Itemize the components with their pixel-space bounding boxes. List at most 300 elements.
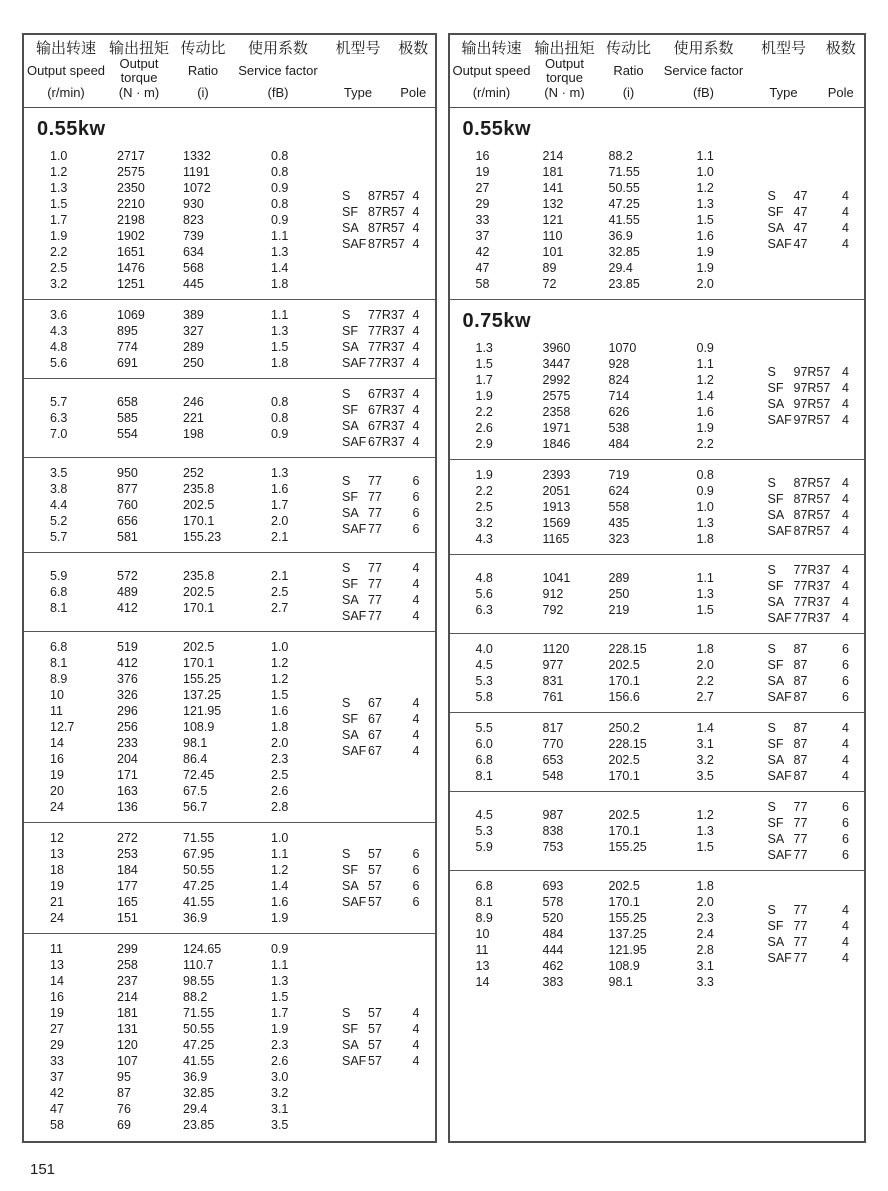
- page-number: 151: [30, 1161, 56, 1178]
- type-row: [768, 934, 850, 950]
- service-factor-cell: 2.4: [696, 927, 714, 941]
- pole-cell: 6: [412, 879, 420, 893]
- service-factor-cell: 2.5: [271, 585, 289, 599]
- output-torque-cell: 121: [542, 213, 564, 227]
- type-cell: [342, 1037, 382, 1053]
- output-torque-cell: 181: [117, 1006, 138, 1020]
- type-row: [768, 475, 850, 491]
- ratio-cell: 56.7: [183, 800, 208, 814]
- service-factor-cell: 1.9: [696, 421, 714, 435]
- type-model: 47: [793, 221, 808, 235]
- type-prefix: S: [342, 696, 351, 710]
- output-torque-cell: 1846: [542, 437, 571, 451]
- spec-block: [24, 378, 435, 457]
- ratio-cell: 228.15: [608, 737, 647, 751]
- output-torque-cell: 817: [542, 721, 564, 735]
- pole-cell: 4: [412, 1054, 420, 1068]
- ratio-cell: 289: [183, 340, 204, 354]
- type-row: [342, 521, 420, 537]
- output-torque-cell: 233: [117, 736, 138, 750]
- service-factor-cell: 1.6: [271, 704, 289, 718]
- type-cell: [342, 560, 382, 576]
- ratio-cell: 155.25: [183, 672, 222, 686]
- service-factor-cell: 3.2: [696, 753, 714, 767]
- output-torque-cell: 761: [542, 690, 564, 704]
- output-torque-cell: 101: [542, 245, 564, 259]
- output-torque-cell: 2393: [542, 468, 571, 482]
- type-row: [342, 339, 420, 355]
- output-torque-cell: 95: [117, 1070, 131, 1084]
- output-speed-cell: 58: [475, 277, 490, 291]
- pole-cell: 4: [842, 919, 849, 933]
- type-row: [768, 950, 850, 966]
- type-cell: [768, 934, 808, 950]
- output-torque-cell: 89: [542, 261, 557, 275]
- output-torque-cell: 572: [117, 569, 138, 583]
- output-speed-cell: 19: [475, 165, 490, 179]
- ratio-cell: 558: [608, 500, 630, 514]
- output-speed-cell: 12.7: [50, 720, 75, 734]
- ratio-cell: 170.1: [608, 895, 640, 909]
- ratio-cell: 823: [183, 213, 204, 227]
- type-row: [342, 489, 420, 505]
- type-prefix: S: [342, 474, 351, 488]
- type-prefix: S: [767, 189, 776, 203]
- ratio-cell: 155.23: [183, 530, 222, 544]
- ratio-cell: 250: [608, 587, 630, 601]
- ratio-cell: 435: [608, 516, 630, 530]
- type-columns: [320, 1005, 435, 1069]
- service-factor-cell: 1.6: [696, 229, 714, 243]
- type-cell: [342, 434, 405, 450]
- spec-block-body: [450, 799, 865, 863]
- type-cell: [342, 323, 405, 339]
- spec-block: [450, 299, 865, 459]
- pole-cell: 4: [842, 753, 849, 767]
- type-model: 87: [793, 721, 808, 735]
- output-torque-cell: 691: [117, 356, 138, 370]
- service-factor-cell: 2.2: [696, 437, 714, 451]
- type-columns: [746, 562, 865, 626]
- output-torque-cell: 519: [117, 640, 138, 654]
- type-cell: [768, 188, 808, 204]
- service-factor-cell: 2.3: [271, 752, 289, 766]
- type-prefix: SAF: [767, 951, 792, 965]
- service-factor-cell: 1.8: [271, 356, 289, 370]
- type-row: [342, 418, 420, 434]
- spec-block: [450, 870, 865, 997]
- ratio-cell: 202.5: [608, 808, 640, 822]
- output-speed-cell: 12: [50, 831, 64, 845]
- type-prefix: SF: [767, 381, 784, 395]
- output-speed-cell: 21: [50, 895, 64, 909]
- output-torque-cell: 1165: [542, 532, 570, 546]
- type-cell: [342, 1053, 382, 1069]
- pole-cell: 6: [842, 690, 849, 704]
- ratio-cell: 124.65: [183, 942, 222, 956]
- type-prefix: SAF: [342, 522, 367, 536]
- type-prefix: S: [767, 721, 776, 735]
- output-speed-cell: 1.9: [475, 389, 493, 403]
- type-model: 87R57: [368, 189, 405, 203]
- type-model: 77R37: [793, 563, 831, 577]
- type-model: 77R37: [368, 324, 405, 338]
- output-speed-cell: 6.3: [50, 411, 68, 425]
- type-row: [768, 412, 850, 428]
- type-cell: [342, 727, 382, 743]
- service-factor-cell: 3.5: [696, 769, 714, 783]
- spec-block: [24, 822, 435, 933]
- service-factor-cell: 2.0: [271, 514, 289, 528]
- pole-cell: 4: [842, 413, 849, 427]
- type-model: 57: [368, 879, 382, 893]
- service-factor-cell: 1.0: [271, 831, 289, 845]
- ratio-cell: 71.55: [608, 165, 640, 179]
- output-torque-cell: 177: [117, 879, 138, 893]
- output-torque-cell: 299: [117, 942, 138, 956]
- ratio-cell: 714: [608, 389, 630, 403]
- service-factor-cell: 1.5: [271, 340, 289, 354]
- type-row: [342, 188, 420, 204]
- numeric-columns: [24, 394, 320, 442]
- ratio-cell: 86.4: [183, 752, 208, 766]
- ratio-cell: 108.9: [608, 959, 640, 973]
- type-model: 57: [368, 1054, 382, 1068]
- type-prefix: SAF: [342, 744, 367, 758]
- ratio-cell: 323: [608, 532, 630, 546]
- pole-cell: 4: [412, 577, 420, 591]
- ratio-cell: 327: [183, 324, 204, 338]
- header-label-en: Pole: [400, 85, 427, 100]
- type-cell: [768, 220, 808, 236]
- output-speed-cell: 1.9: [475, 468, 493, 482]
- numeric-columns: [450, 148, 746, 292]
- pole-cell: 4: [842, 737, 849, 751]
- type-row: [342, 878, 420, 894]
- output-speed-cell: 19: [50, 768, 64, 782]
- output-torque-cell: 2992: [542, 373, 571, 387]
- type-cell: [768, 491, 831, 507]
- ratio-cell: 71.55: [183, 831, 215, 845]
- output-speed-cell: 42: [475, 245, 490, 259]
- service-factor-cell: 1.3: [271, 974, 289, 988]
- service-factor-cell: 1.9: [696, 261, 714, 275]
- type-row: [768, 799, 850, 815]
- header-unit: (N · m): [118, 85, 160, 100]
- service-factor-cell: 2.0: [271, 736, 289, 750]
- type-row: [768, 562, 850, 578]
- type-prefix: SF: [342, 863, 358, 877]
- spec-block-body: [24, 148, 435, 292]
- type-prefix: SF: [767, 919, 784, 933]
- type-prefix: S: [767, 642, 776, 656]
- ratio-cell: 221: [183, 411, 204, 425]
- type-prefix: SAF: [767, 237, 792, 251]
- type-cell: [768, 475, 831, 491]
- type-cell: [342, 1005, 382, 1021]
- type-columns: [746, 364, 865, 428]
- output-torque-cell: 838: [542, 824, 564, 838]
- ratio-cell: 108.9: [183, 720, 215, 734]
- type-model: 67: [368, 744, 382, 758]
- output-torque-cell: 412: [117, 601, 138, 615]
- service-factor-cell: 1.1: [696, 571, 714, 585]
- header-cell: [234, 40, 322, 100]
- service-factor-cell: 1.5: [271, 688, 289, 702]
- output-torque-cell: 2575: [542, 389, 571, 403]
- type-model: 77: [368, 522, 382, 536]
- output-torque-cell: 977: [542, 658, 564, 672]
- service-factor-cell: 1.0: [271, 640, 289, 654]
- service-factor-cell: 1.0: [696, 500, 714, 514]
- output-torque-cell: 1251: [117, 277, 145, 291]
- type-prefix: SF: [342, 205, 358, 219]
- type-row: [342, 1021, 420, 1037]
- numeric-columns: [24, 307, 320, 371]
- ratio-cell: 170.1: [608, 769, 640, 783]
- output-speed-cell: 1.3: [50, 181, 68, 195]
- spec-block-body: [450, 148, 865, 292]
- type-prefix: SF: [342, 577, 358, 591]
- type-prefix: SA: [342, 340, 359, 354]
- pole-cell: 4: [842, 595, 849, 609]
- type-cell: [342, 402, 405, 418]
- pole-cell: 4: [842, 492, 849, 506]
- spec-block-body: [24, 830, 435, 926]
- output-speed-cell: 19: [50, 1006, 64, 1020]
- type-model: 77: [368, 490, 382, 504]
- service-factor-cell: 0.9: [271, 181, 289, 195]
- type-cell: [768, 799, 808, 815]
- blocks: [24, 108, 435, 1141]
- output-torque-cell: 554: [117, 427, 138, 441]
- ratio-cell: 67.95: [183, 847, 215, 861]
- service-factor-cell: 0.8: [271, 395, 289, 409]
- output-torque-cell: 1902: [117, 229, 145, 243]
- service-factor-cell: 1.2: [696, 808, 714, 822]
- service-factor-cell: 2.0: [696, 895, 714, 909]
- pole-cell: 4: [412, 308, 420, 322]
- service-factor-cell: 1.3: [696, 587, 714, 601]
- type-row: [342, 862, 420, 878]
- output-torque-cell: 1913: [542, 500, 571, 514]
- pole-cell: 4: [842, 935, 849, 949]
- spec-block: [24, 299, 435, 378]
- pole-cell: 4: [842, 508, 849, 522]
- type-row: [342, 204, 420, 220]
- type-model: 87: [793, 769, 808, 783]
- pole-cell: 4: [412, 387, 420, 401]
- header-label-zh: 输出转速: [35, 40, 96, 57]
- service-factor-cell: 1.2: [696, 373, 714, 387]
- service-factor-cell: 0.9: [271, 942, 289, 956]
- spec-block-body: [24, 941, 435, 1133]
- service-factor-cell: 1.8: [271, 277, 289, 291]
- type-model: 47: [793, 205, 808, 219]
- type-prefix: SA: [767, 397, 785, 411]
- type-row: [342, 355, 420, 371]
- output-speed-cell: 3.2: [50, 277, 68, 291]
- type-cell: [768, 412, 831, 428]
- pole-cell: 4: [412, 356, 420, 370]
- output-torque-cell: 484: [542, 927, 564, 941]
- ratio-cell: 32.85: [608, 245, 640, 259]
- output-torque-cell: 237: [117, 974, 138, 988]
- header-unit: (i): [197, 85, 209, 100]
- ratio-cell: 29.4: [608, 261, 633, 275]
- service-factor-cell: 1.1: [271, 847, 289, 861]
- output-torque-cell: 3447: [542, 357, 571, 371]
- ratio-cell: 88.2: [183, 990, 208, 1004]
- output-speed-cell: 7.0: [50, 427, 68, 441]
- type-cell: [768, 831, 808, 847]
- service-factor-cell: 1.9: [271, 1022, 289, 1036]
- output-torque-cell: 110: [542, 229, 563, 243]
- output-torque-cell: 753: [542, 840, 564, 854]
- type-cell: [342, 846, 382, 862]
- ratio-cell: 1070: [608, 341, 637, 355]
- type-columns: [746, 902, 865, 966]
- pole-cell: 4: [842, 769, 849, 783]
- type-prefix: S: [767, 476, 776, 490]
- type-model: 57: [368, 847, 382, 861]
- type-row: [768, 847, 850, 863]
- output-speed-cell: 6.8: [50, 585, 68, 599]
- output-speed-cell: 8.1: [475, 895, 493, 909]
- ratio-cell: 1072: [183, 181, 211, 195]
- output-speed-cell: 6.0: [475, 737, 493, 751]
- type-row: [768, 736, 850, 752]
- type-row: [342, 220, 420, 236]
- type-prefix: SA: [767, 508, 785, 522]
- type-prefix: SF: [767, 205, 784, 219]
- type-cell: [768, 902, 808, 918]
- ratio-cell: 71.55: [183, 1006, 215, 1020]
- output-speed-cell: 5.2: [50, 514, 68, 528]
- ratio-cell: 198: [183, 427, 204, 441]
- header-label-en: Ratio: [613, 63, 644, 78]
- type-model: 77R37: [368, 308, 405, 322]
- ratio-cell: 484: [608, 437, 630, 451]
- output-speed-cell: 13: [475, 959, 490, 973]
- output-torque-cell: 770: [542, 737, 564, 751]
- output-torque-cell: 1971: [542, 421, 571, 435]
- type-model: 77R37: [793, 579, 831, 593]
- type-cell: [768, 720, 808, 736]
- ratio-cell: 202.5: [183, 585, 215, 599]
- power-section-heading: 0.55kw: [37, 118, 106, 140]
- pole-cell: 6: [842, 848, 849, 862]
- type-cell: [768, 364, 831, 380]
- header-label-en: Type: [343, 85, 373, 100]
- ratio-cell: 719: [608, 468, 630, 482]
- spec-block: [24, 552, 435, 631]
- header-cell: [660, 40, 748, 100]
- ratio-cell: 538: [608, 421, 630, 435]
- service-factor-cell: 1.7: [271, 1006, 289, 1020]
- type-columns: [320, 695, 435, 759]
- type-prefix: SAF: [767, 848, 792, 862]
- output-speed-cell: 29: [475, 197, 490, 211]
- pole-cell: 4: [842, 205, 849, 219]
- header-cell: [172, 40, 234, 100]
- power-section-heading: 0.55kw: [462, 118, 532, 140]
- ratio-cell: 98.1: [183, 736, 208, 750]
- output-torque-cell: 693: [542, 879, 564, 893]
- output-torque-cell: 253: [117, 847, 138, 861]
- service-factor-cell: 3.1: [271, 1102, 289, 1116]
- ratio-cell: 202.5: [608, 658, 640, 672]
- output-speed-cell: 37: [475, 229, 490, 243]
- pole-cell: 4: [412, 712, 420, 726]
- type-model: 67: [368, 696, 382, 710]
- type-prefix: SAF: [767, 611, 792, 625]
- type-prefix: SAF: [342, 609, 367, 623]
- type-row: [342, 1053, 420, 1069]
- spec-block-body: [24, 307, 435, 371]
- ratio-cell: 930: [183, 197, 204, 211]
- output-torque-cell: 760: [117, 498, 138, 512]
- type-model: 97R57: [793, 413, 831, 427]
- spec-block-body: [450, 878, 865, 990]
- type-columns: [746, 720, 865, 784]
- ratio-cell: 170.1: [183, 514, 215, 528]
- type-row: [768, 641, 850, 657]
- type-prefix: SF: [342, 1022, 358, 1036]
- type-cell: [342, 220, 405, 236]
- output-torque-cell: 120: [117, 1038, 138, 1052]
- service-factor-cell: 1.6: [696, 405, 714, 419]
- type-model: 77R37: [793, 595, 831, 609]
- type-prefix: SA: [767, 753, 785, 767]
- output-speed-cell: 8.9: [475, 911, 493, 925]
- output-speed-cell: 18: [50, 863, 64, 877]
- ratio-cell: 568: [183, 261, 204, 275]
- service-factor-cell: 3.5: [271, 1118, 289, 1132]
- type-model: 77: [793, 951, 808, 965]
- pole-cell: 4: [842, 579, 849, 593]
- type-row: [768, 220, 850, 236]
- output-torque-cell: 2051: [542, 484, 571, 498]
- service-factor-cell: 1.1: [696, 357, 714, 371]
- type-row: [768, 610, 850, 626]
- pole-cell: 4: [412, 189, 420, 203]
- pole-cell: 6: [412, 895, 420, 909]
- spec-block-body: [450, 562, 865, 626]
- output-speed-cell: 58: [50, 1118, 64, 1132]
- output-speed-cell: 2.2: [475, 405, 493, 419]
- output-torque-cell: 69: [117, 1118, 131, 1132]
- output-speed-cell: 1.5: [50, 197, 68, 211]
- output-torque-cell: 548: [542, 769, 564, 783]
- output-speed-cell: 3.6: [50, 308, 68, 322]
- service-factor-cell: 1.2: [271, 863, 289, 877]
- type-model: 57: [368, 1038, 382, 1052]
- type-columns: [320, 560, 435, 624]
- spec-block: [24, 108, 435, 299]
- service-factor-cell: 1.8: [271, 720, 289, 734]
- ratio-cell: 170.1: [183, 656, 215, 670]
- header-label-zh: 机型号: [760, 40, 806, 57]
- output-speed-cell: 1.0: [50, 149, 68, 163]
- type-prefix: SF: [342, 324, 358, 338]
- type-row: [342, 434, 420, 450]
- type-cell: [768, 918, 808, 934]
- ratio-cell: 137.25: [608, 927, 647, 941]
- output-torque-cell: 581: [117, 530, 138, 544]
- output-speed-cell: 33: [50, 1054, 64, 1068]
- type-columns: [320, 188, 435, 252]
